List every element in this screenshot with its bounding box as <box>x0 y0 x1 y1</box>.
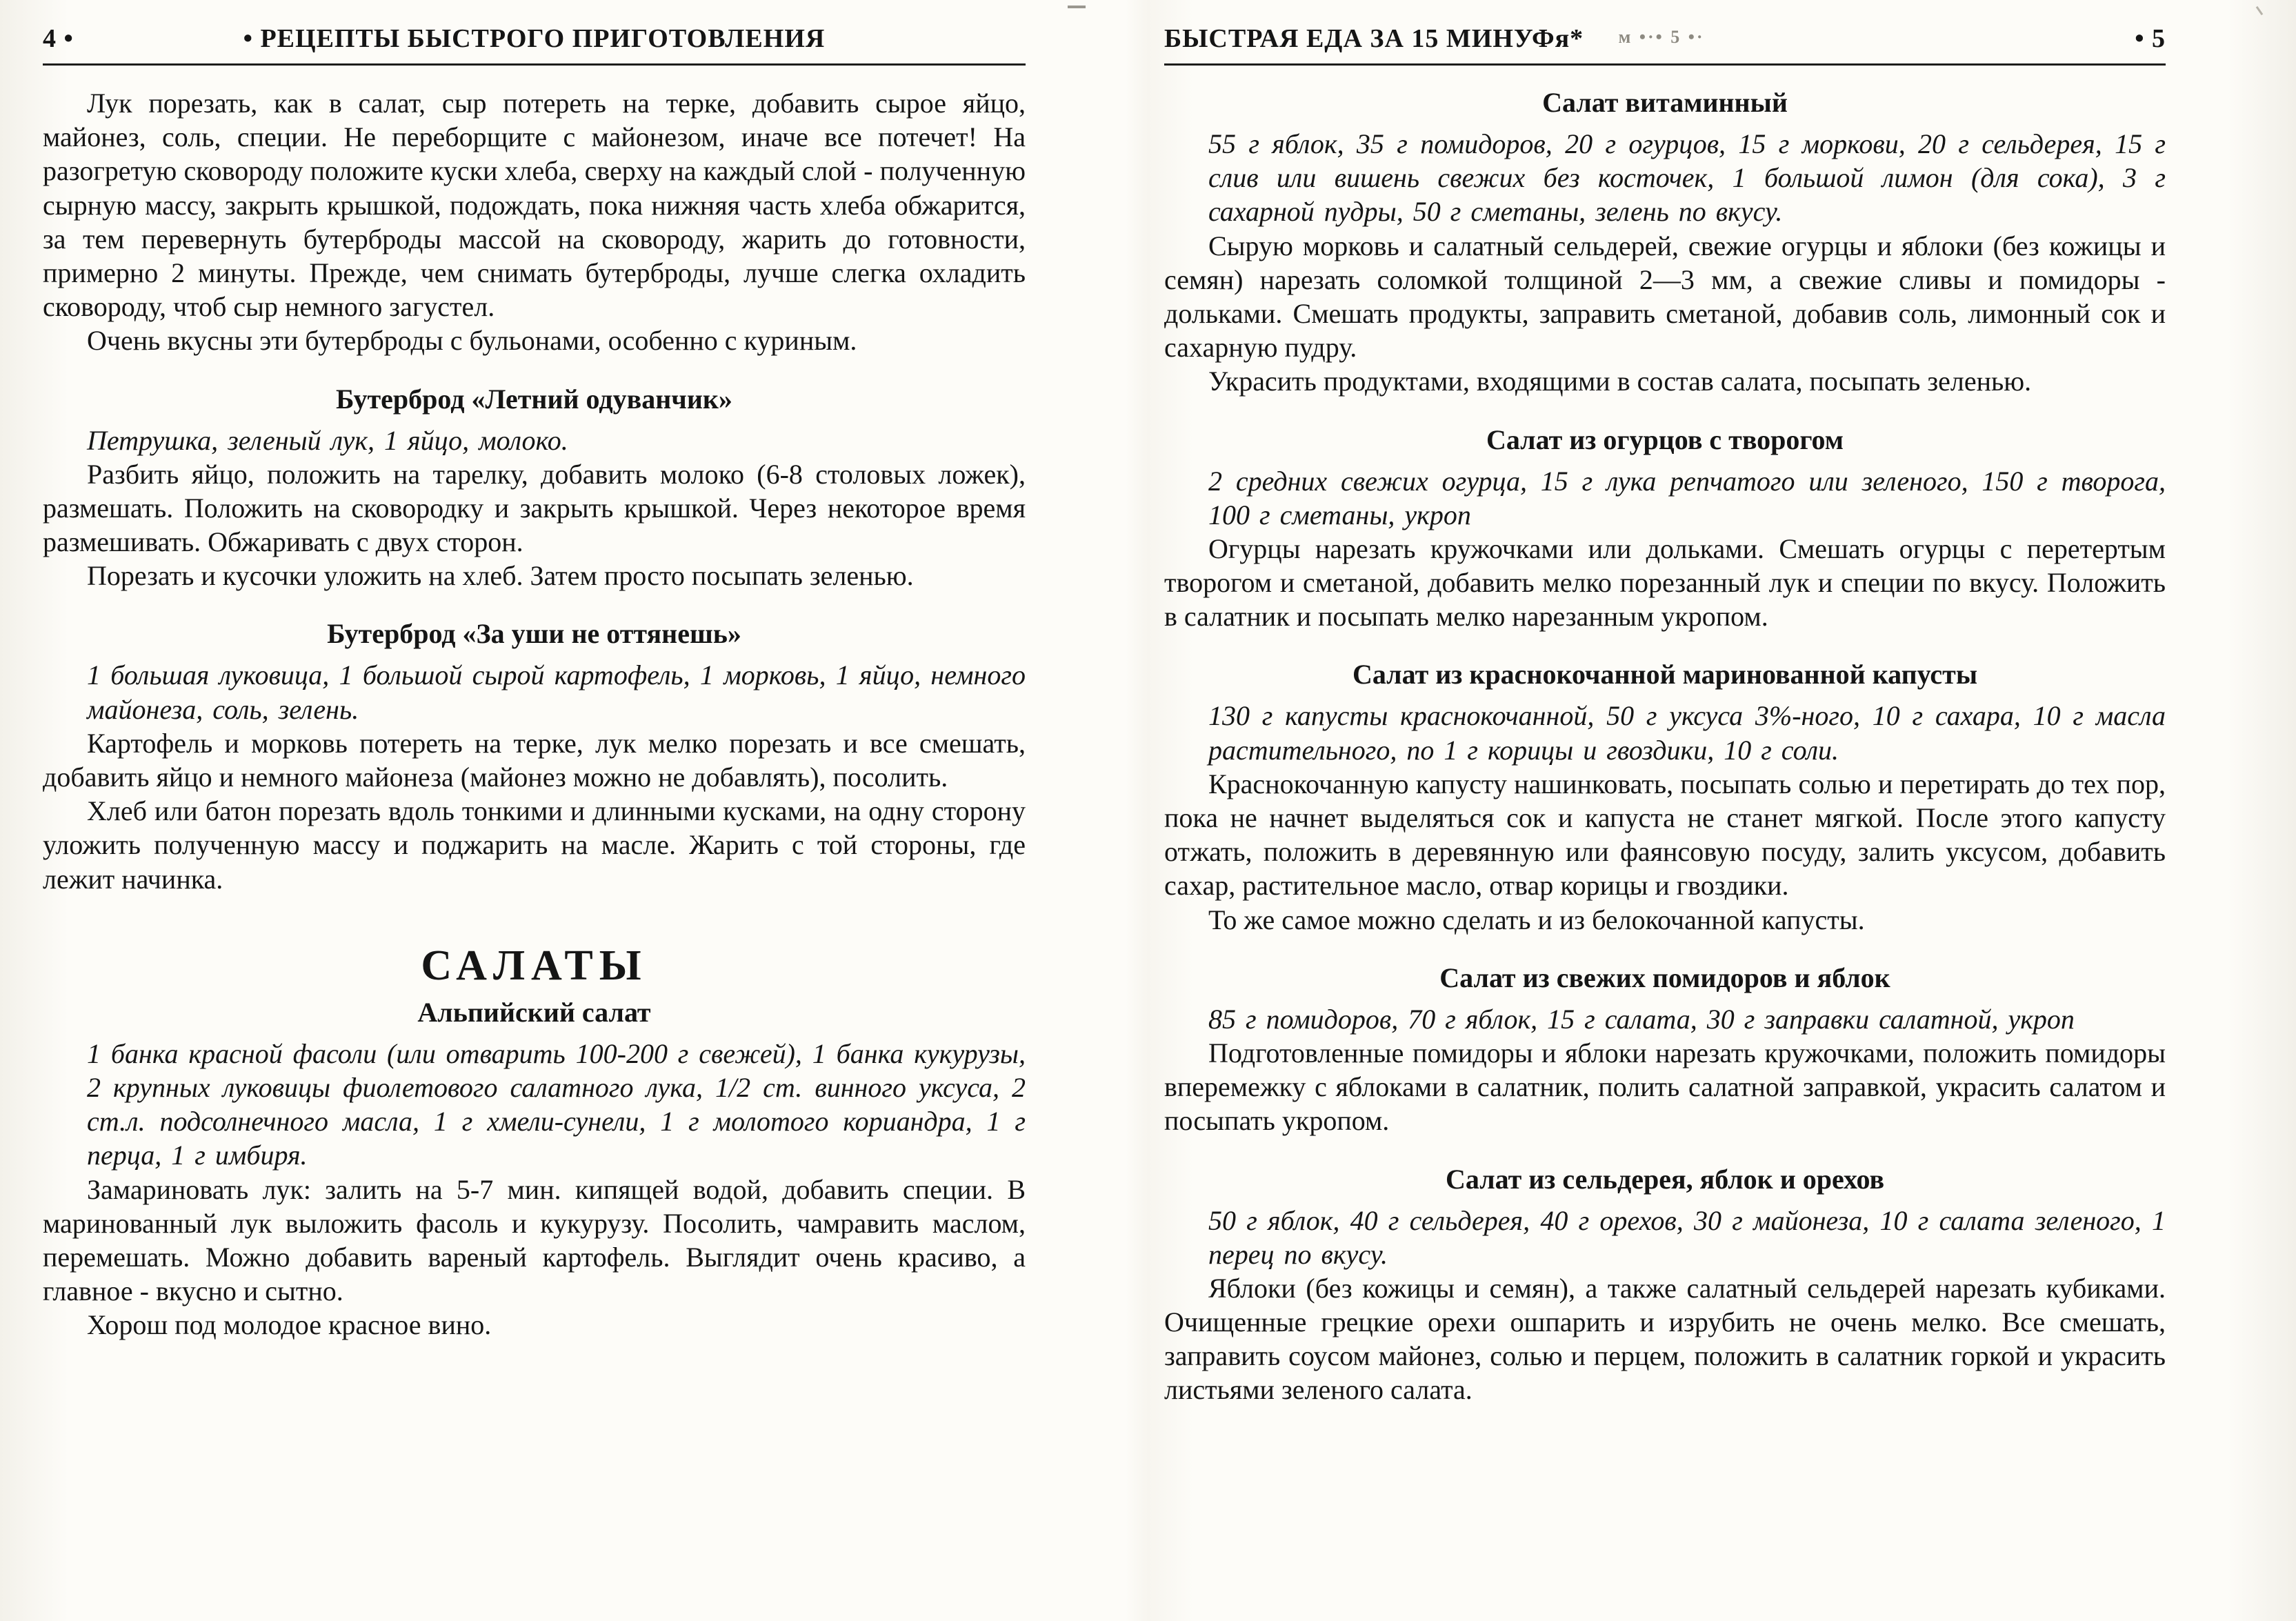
recipe-paragraph: Краснокочанную капусту нашинковать, посыпать солью и перетирать до тех пор, пока не начнет выделяться сок и капуста не станет мягкой. После этого капусту отжать, положить в деревянную или фаянсовую посуду, залить уксусом, добавить сахар, растительное масло, отвар корицы и гвоздики. <box>1164 768 2166 902</box>
left-page-header <box>43 23 1026 58</box>
recipe-heading: Салат из огурцов с творогом <box>1486 424 1844 455</box>
recipe-paragraph: Лук порезать, как в салат, сыр потереть на терке, добавить сырое яйцо, майонез, соль, специи. Не переборщите с майонезом, иначе все потечет! На разогретую сковороду положите куски хлеба, сверху на каждый слой - полученную сырную массу, закрыть крышкой, подождать, пока нижняя часть хлеба обжарится, за тем перевернуть бутерброды массой на сковороду, жарить до готовности, примерно 2 минуты. Прежде, чем снимать бутерброды, лучше слегка охладить сковороду, чтоб сыр немного загустел. <box>43 88 1026 323</box>
recipe-heading: Салат из краснокочанной маринованной капусты <box>1352 659 1978 690</box>
recipe-paragraph: Хорош под молодое красное вино. <box>87 1309 492 1341</box>
recipe-paragraph: То же самое можно сделать и из белокочанной капусты. <box>1208 904 1865 935</box>
right-page-number: • 5 <box>2135 24 2166 53</box>
recipe-paragraph: Сырую морковь и салатный сельдерей, свежие огурцы и яблоки (без кожицы и семян) нарезать соломкой толщиной 2—3 мм, а свежие сливы и помидоры - дольками. Смешать продукты, заправить сметаной, добавив соль, лимонный сок и сахарную пудру. <box>1164 230 2166 364</box>
ingredients-line: 50 г яблок, 40 г сельдерея, 40 г орехов, 30 г майонеза, 10 г салата зеленого, 1 перец по вкусу. <box>1208 1204 2166 1270</box>
right-page-header <box>1164 23 2166 58</box>
ingredients-line: 85 г помидоров, 70 г яблок, 15 г салата, 30 г заправки салатной, укроп <box>1208 1003 2075 1035</box>
ingredients-line: 130 г капусты краснокочанной, 50 г уксуса 3%-ного, 10 г сахара, 10 г масла растительного, по 1 г корицы и гвоздики, 10 г соли. <box>1208 700 2166 766</box>
scan-artifact-text: м •·• 5 •· <box>1618 27 1705 47</box>
section-heading: САЛАТЫ <box>421 942 648 989</box>
recipe-paragraph: Подготовленные помидоры и яблоки нарезать кружочками, положить помидоры вперемежку с яблоками в салатник, полить салатной заправкой, украсить салатом и посыпать укропом. <box>1164 1037 2166 1137</box>
recipe-heading: Альпийский салат <box>417 996 651 1028</box>
recipe-paragraph: Очень вкусны эти бутерброды с бульонами, особенно с куриным. <box>87 325 857 357</box>
recipe-heading: Салат из свежих помидоров и яблок <box>1439 962 1890 993</box>
right-page <box>1164 23 2166 1407</box>
recipe-paragraph: Замариновать лук: залить на 5-7 мин. кипящей водой, добавить специи. В маринованный лук выложить фасоль и кукурузу. Посолить, чамравить маслом, перемешать. Можно добавить вареный картофель. Выглядит очень красиво, а главное - вкусно и сытно. <box>43 1173 1026 1307</box>
recipe-paragraph: Картофель и морковь потереть на терке, лук мелко порезать и все смешать, добавить яйцо и немного майонеза (майонез можно не добавлять), посолить. <box>43 727 1026 793</box>
recipe-paragraph: Яблоки (без кожицы и семян), а также салатный сельдерей нарезать кубиками. Очищенные грецкие орехи ошпарить и изрубить не очень мелко. Все смешать, заправить соусом майонез, солью и перцем, положить в салатник горкой и украсить листьями зеленого салата. <box>1164 1272 2166 1406</box>
ingredients-line: 1 банка красной фасоли (или отварить 100-200 г свежей), 1 банка кукурузы, 2 крупных луковицы фиолетового салатного лука, 1/2 ст. винного уксуса, 2 ст.л. подсолнечного масла, 1 г хмели-сунели, 1 г молотого кориандра, 1 г перца, 1 г имбиря. <box>87 1037 1026 1171</box>
recipe-paragraph: Разбить яйцо, положить на тарелку, добавить молоко (6-8 столовых ложек), размешать. Положить на сковородку и закрыть крышкой. Через некоторое время размешивать. Обжаривать с двух сторон. <box>43 458 1026 558</box>
recipe-heading: Салат витаминный <box>1542 87 1788 118</box>
right-header-rule <box>1164 63 2166 66</box>
left-page-number: 4 • <box>43 24 74 53</box>
left-header-rule <box>43 63 1026 66</box>
ingredients-line: Петрушка, зеленый лук, 1 яйцо, молоко. <box>87 424 568 456</box>
ingredients-line: 55 г яблок, 35 г помидоров, 20 г огурцов, 15 г моркови, 20 г сельдерея, 15 г слив или вишень свежих без косточек, 1 большой лимон (для сока), 3 г сахарной пудры, 50 г сметаны, зелень по вкусу. <box>1208 128 2166 228</box>
ingredients-line: 1 большая луковица, 1 большой сырой картофель, 1 морковь, 1 яйцо, немного майонеза, соль, зелень. <box>87 659 1026 725</box>
recipe-paragraph: Хлеб или батон порезать вдоль тонкими и длинными кусками, на одну сторону уложить полученную массу и поджарить на масле. Жарить с той стороны, где лежит начинка. <box>43 795 1026 895</box>
left-page <box>43 23 1026 1342</box>
recipe-heading: Салат из сельдерея, яблок и орехов <box>1445 1163 1885 1195</box>
right-running-title: БЫСТРАЯ ЕДА ЗА 15 МИНУФя* <box>1164 24 1584 53</box>
recipe-paragraph: Порезать и кусочки уложить на хлеб. Затем просто посыпать зеленью. <box>87 560 914 592</box>
recipe-heading: Бутерброд «За уши не оттянешь» <box>327 618 741 650</box>
recipe-heading: Бутерброд «Летний одуванчик» <box>336 383 732 415</box>
ingredients-line: 2 средних свежих огурца, 15 г лука репчатого или зеленого, 150 г творога, 100 г сметаны, укроп <box>1208 465 2166 530</box>
recipe-paragraph: Огурцы нарезать кружочками или дольками. Смешать огурцы с перетертым творогом и сметаной, добавить мелко порезанный лук и специи по вкусу. Положить в салатник и посыпать мелко нарезанным укропом. <box>1164 533 2166 633</box>
left-running-title: • РЕЦЕПТЫ БЫСТРОГО ПРИГОТОВЛЕНИЯ <box>243 24 826 53</box>
recipe-paragraph: Украсить продуктами, входящими в состав салата, посыпать зеленью. <box>1208 366 2032 397</box>
